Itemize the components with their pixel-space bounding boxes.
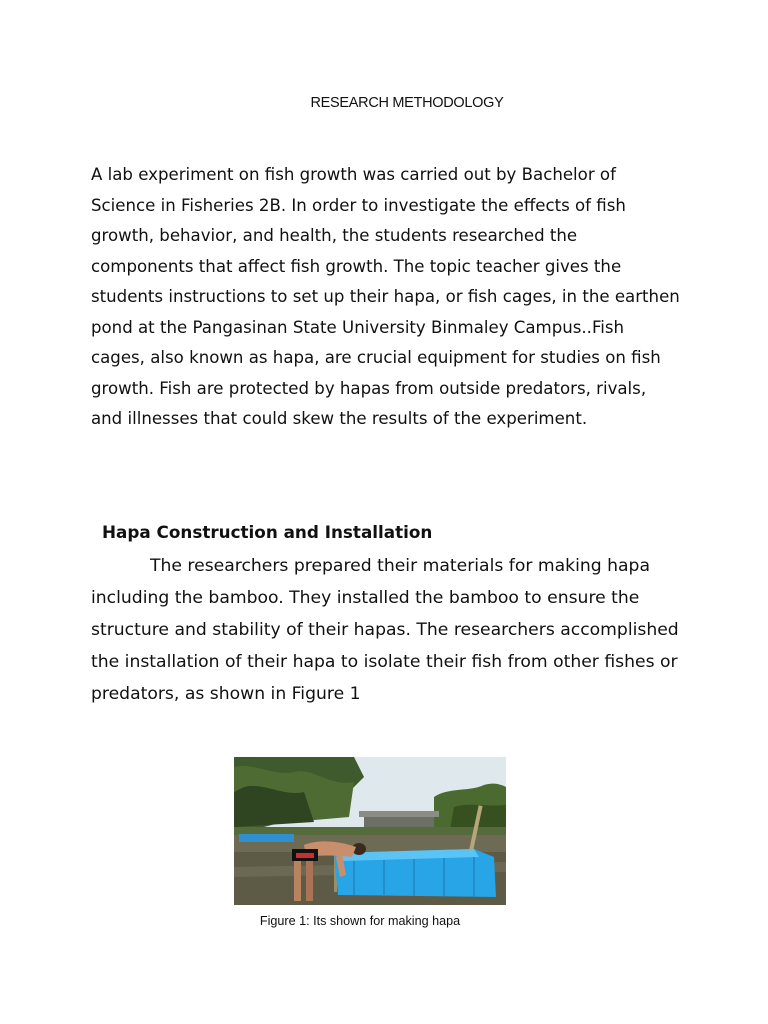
intro-paragraph: A lab experiment on fish growth was carried out by Bachelor of Science in Fisheries 2B. In order to investigate the effects of fish growth, behavior, and health, the students researched the components that affect fish growth. The topic teacher gives the students instructions to set up their hapa, or fish cages, in the earthen pond at the Pangasinan State University Binmaley Campus..Fish cages, also known as hapa, are crucial equipment for studies on fish growth. Fish are protected by hapas from outside predators, rivals, and illnesses that could skew the results of the experiment. [91, 165, 680, 428]
figure-photo [234, 757, 506, 905]
section-heading: Hapa Construction and Installation [102, 522, 433, 542]
document-title: RESEARCH METHODOLOGY [310, 95, 504, 111]
figure-caption: Figure 1: Its shown for making hapa [259, 914, 461, 928]
section-paragraph: The researchers prepared their materials for making hapa including the bamboo. They installed the bamboo to ensure the structure and stability of their hapas. The researchers accomplished the installation of their hapa to isolate their fish from other fishes or predators, as shown in Figure 1 [91, 556, 679, 704]
